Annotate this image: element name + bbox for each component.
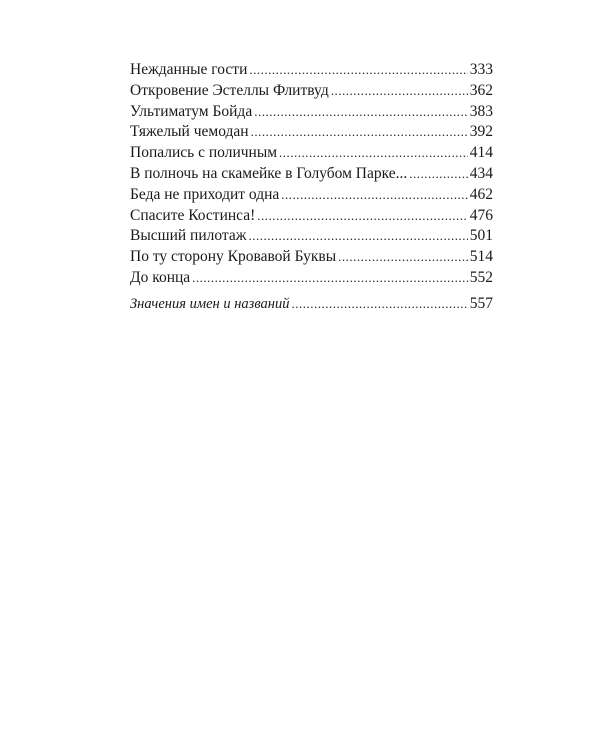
dot-leader xyxy=(248,226,467,247)
dot-leader xyxy=(291,294,467,315)
toc-entry xyxy=(130,226,493,247)
toc-entry-page: 383 xyxy=(469,102,493,120)
toc-appendix-page: 557 xyxy=(469,294,493,312)
toc-entry xyxy=(130,60,493,81)
dot-leader xyxy=(281,185,467,206)
toc-entry xyxy=(130,81,493,102)
toc-entry-title: До конца xyxy=(130,268,191,286)
toc-entry xyxy=(130,247,493,268)
dot-leader xyxy=(279,143,468,164)
toc-entry-title: Высший пилотаж xyxy=(130,227,247,245)
toc-entry xyxy=(130,185,493,206)
toc-entry xyxy=(130,164,493,185)
dot-leader xyxy=(338,247,468,268)
toc-entry xyxy=(130,268,493,289)
toc-entry-title: Нежданные гости xyxy=(130,61,248,78)
toc-entry-page: 514 xyxy=(469,248,493,266)
toc-appendix-title: Значения имен и названий xyxy=(130,295,290,312)
dot-leader xyxy=(257,206,467,227)
toc-entry-title: Спасите Костинса! xyxy=(130,206,256,224)
toc-entry-title: Беда не приходит одна xyxy=(130,185,280,203)
toc-entry-page: 462 xyxy=(469,185,493,203)
toc-entry xyxy=(130,143,493,164)
toc-entry-page: 434 xyxy=(469,164,493,182)
dot-leader xyxy=(251,122,468,143)
dot-leader xyxy=(254,102,468,123)
toc-entry-page: 476 xyxy=(469,206,493,224)
toc-entry xyxy=(130,206,493,227)
table-of-contents xyxy=(130,60,493,315)
toc-entry xyxy=(130,102,493,123)
toc-entry-title: Откровение Эстеллы Флитвуд xyxy=(130,81,329,99)
dot-leader xyxy=(409,164,467,185)
toc-entry xyxy=(130,122,493,143)
toc-entry-title: Попались с поличным xyxy=(130,144,278,162)
toc-entry-title: В полночь на скамейке в Голубом Парке... xyxy=(130,164,408,182)
toc-entry-page: 392 xyxy=(469,123,493,141)
toc-entry-page: 362 xyxy=(469,81,493,99)
toc-entry-page: 501 xyxy=(469,227,493,245)
toc-entry-page: 552 xyxy=(469,268,493,286)
toc-entry-page: 414 xyxy=(469,144,493,162)
dot-leader xyxy=(192,268,468,289)
toc-appendix-entry xyxy=(130,294,493,315)
toc-entry-title: По ту сторону Кровавой Буквы xyxy=(130,248,337,266)
toc-entry-title: Тяжелый чемодан xyxy=(130,123,249,141)
dot-leader xyxy=(331,81,468,102)
toc-entry-title: Ультиматум Бойда xyxy=(130,102,253,120)
toc-entry-page: 333 xyxy=(469,61,493,78)
dot-leader xyxy=(249,60,467,81)
